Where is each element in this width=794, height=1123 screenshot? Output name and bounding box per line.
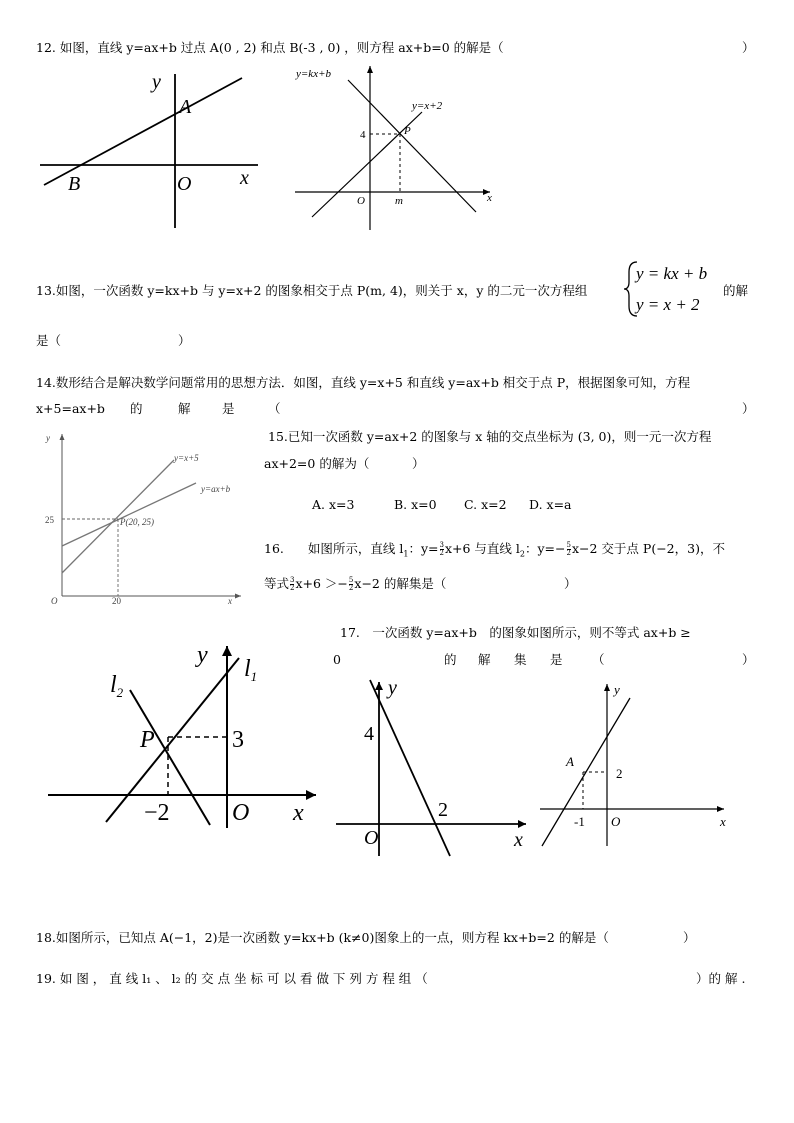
q17-f1-4-label: 4 [364,723,374,745]
q12-f2-4-label: 4 [360,129,366,141]
q14-word-1: 的 [130,401,143,416]
q14-f-25-label: 25 [45,515,54,525]
q16-f-P-label: P [140,727,155,753]
q13-text: 13.如图，一次函数 y=kx+b 与 y=x+2 的图象相交于点 P(m, 4)，则关于 x，y 的二元一次方程组 [36,283,588,298]
q19-close: ）的 解 . [696,971,746,986]
q12-f2-x-label: x [487,192,492,204]
q14-word-2: 解 [178,401,191,416]
q14-f-O-label: O [51,596,58,606]
q12-f1-A-label: A [179,96,192,118]
q12-f1-x-label: x [240,167,249,189]
q16-frac-1: $\frac{3}{2}$ [439,541,444,557]
q16-f-x-label: x [293,800,304,826]
q12-f2-P-label: P [404,125,411,137]
q16-line2-a: 等式 [264,576,290,591]
q14-close: ） [742,401,755,416]
q16-line1 [264,541,725,563]
q15-option-d: D. x=a [529,497,572,512]
q17-f2-x-label: x [720,814,726,829]
q16-line2-b: x+6 ＞− [295,576,348,591]
q12-figure-2 [290,62,500,234]
q15-option-b: B. x=0 [394,497,437,512]
q18-close: ） [683,930,696,945]
q13-equation-system [622,258,722,320]
q16-line2-c: x−2 的解集是（ [354,576,447,591]
q16-f-l2-label: $l_2$ [110,672,124,700]
q14-figure [36,428,248,608]
q13-eq1: y = kx + b [636,264,708,283]
q16-f-l1-label: $l_1$ [244,656,258,684]
q13-tail: 的解 [723,283,749,298]
q16-part-e: x−2 交于点 P(−2，3)，不 [571,541,725,556]
q12-f1-y-label: y [152,71,161,93]
q16-part-d: ：y=− [525,541,566,556]
q16-line2 [264,576,446,592]
q12-f1-B-label: B [68,173,81,195]
q14-word-4: （ [268,401,281,416]
q12-f1-O-label: O [177,173,192,195]
q16-part-c: x+6 与直线 l [444,541,520,556]
q17-word-2: 解 [478,652,491,667]
q17-f2-A-label: A [566,754,574,769]
q17-close: ） [742,652,755,667]
q19-text: 19. 如 图 ， 直 线 l₁ 、 l₂ 的 交 点 坐 标 可 以 看 做 下 列 方 程 组 （ [36,971,428,986]
q12-text: 12. 如图，直线 y=ax+b 过点 A(0 , 2) 和点 B(-3 , 0) ，则方程 ax+b=0 的解是（ [36,40,504,55]
q14-f-P-label: P(20, 25) [120,517,154,527]
q14-eq: x+5=ax+b [36,401,105,416]
q14-line1: 14.数形结合是解决数学问题常用的思想方法．如图，直线 y=x+5 和直线 y=ax+b 相交于点 P，根据图象可知，方程 [36,375,691,390]
q17-f2-O-label: O [611,814,621,829]
q17-word-5: （ [592,652,605,667]
q12-f2-line2-label: y=x+2 [412,100,443,112]
q14-word-3: 是 [222,401,235,416]
q17-line1: 17. 一次函数 y=ax+b 的图象如图所示，则不等式 ax+b ≥ [340,625,691,640]
q14-f-20-label: 20 [112,596,121,606]
q17-f2-m1-label: -1 [574,814,585,829]
q17-f1-x-label: x [514,829,523,851]
q16-f-3-label: 3 [232,727,244,753]
q16-frac-3: $\frac{3}{2}$ [290,576,295,592]
q17-f1-O-label: O [364,827,379,849]
q17-zero: 0 [333,652,341,667]
q12-close: ） [742,40,755,55]
q15-line1: 15.已知一次函数 y=ax+2 的图象与 x 轴的交点坐标为 (3, 0)，则一元一次方程 [268,429,712,444]
q15-option-c: C. x=2 [464,497,507,512]
q16-num: 16. [264,541,284,556]
q14-f-x-label: x [228,596,232,606]
q16-f-y-label: y [197,642,208,668]
q17-f2-y-label: y [614,682,620,697]
q16-f-O-label: O [232,800,250,826]
q17-word-1: 的 [444,652,457,667]
q17-figure-2 [534,680,734,850]
q15-option-a: A. x=3 [312,497,355,512]
q17-word-3: 集 [514,652,527,667]
q16-sub2: 2 [519,549,525,559]
q15-close: ） [412,456,425,471]
q17-f1-y-label: y [388,677,397,699]
q16-frac-2: $\frac{5}{2}$ [566,541,571,557]
q16-close: ） [564,576,577,591]
q15-line2: ax+2=0 的解为（ [264,456,370,471]
q17-f1-2-label: 2 [438,799,448,821]
q16-sub1: 1 [403,549,409,559]
q13-line2: 是（ [36,333,62,348]
q16-f-m2-label: −2 [144,800,170,826]
q14-f-y-label: y [46,433,50,443]
q17-figure-1 [330,676,530,860]
q12-figure-1 [36,68,266,233]
q12-f2-m-label: m [395,195,403,207]
q16-part-a: 如图所示，直线 l [307,541,404,556]
q17-f2-2-label: 2 [616,766,623,781]
q17-word-4: 是 [550,652,563,667]
q16-frac-4: $\frac{5}{2}$ [348,576,354,592]
q16-figure [44,640,322,832]
q18-text: 18.如图所示，已知点 A(−1，2)是一次函数 y=kx+b (k≠0)图象上的一点，则方程 kx+b=2 的解是（ [36,930,609,945]
q14-f-line2-label: y=ax+b [201,484,231,494]
q12-f2-line1-label: y=kx+b [296,68,331,80]
q13-eq2: y = x + 2 [636,295,700,314]
q13-close: ） [178,333,191,348]
q12-f2-O-label: O [357,195,365,207]
q14-f-line1-label: y=x+5 [174,453,199,463]
q16-part-b: ：y= [408,541,439,556]
